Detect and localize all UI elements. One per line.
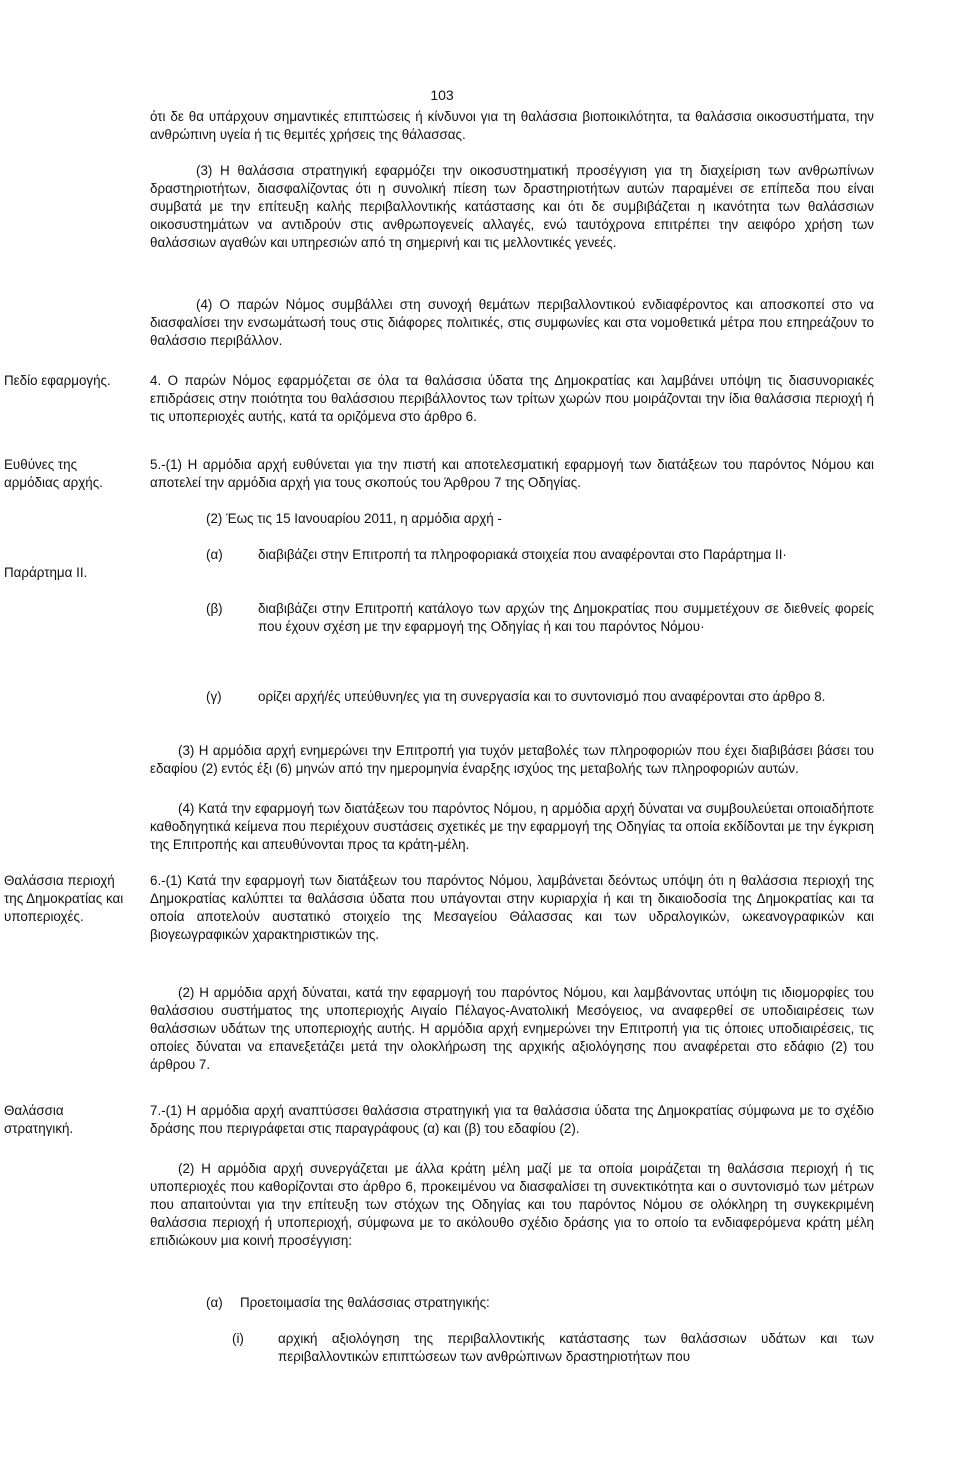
paragraph-5-3: (3) Η αρμόδια αρχή ενημερώνει την Επιτροπή για τυχόν μεταβολές των πληροφοριών που έχει διαβιβάσει βάσει του εδαφίου (2) εντός έξι (6) μηνών από την ημερομηνία έναρξης ισχύος της μεταβολής των πληροφοριών αυτών.	[150, 743, 874, 776]
margin-note-responsibilities: Ευθύνες της αρμόδιας αρχής.	[4, 457, 103, 490]
paragraph-3-3: (3) Η θαλάσσια στρατηγική εφαρμόζει την οικοσυστηματική προσέγγιση για τη διαχείριση των ανθρωπίνων δραστηριοτήτων, διασφαλίζοντας ότι η συνολική πίεση των δραστηριοτήτων αυτών παραμένει σε επίπεδα που είναι συμβατά με την επίτευξη καλής περιβαλλοντικής κατάστασης και ότι δε συμβιβάζεται η ικανότητα των θαλάσσιων οικοσυστημάτων να αντιδρούν στις ανθρωπογενείς αλλαγές, ενώ ταυτόχρονα επιτρέπει την αειφόρο χρήση των θαλάσσιων αγαθών και υπηρεσιών από τη σημερινή και τις μελλοντικές γενεές.	[150, 163, 874, 250]
paragraph-3-4: (4) Ο παρών Νόμος συμβάλλει στη συνοχή θεμάτων περιβαλλοντικού ενδιαφέροντος και αποσκοπεί στο να διασφαλίσει την ενσωμάτωσή τους στις διάφορες πολιτικές, στις συμφωνίες και στα νομοθετικά μέτρα που επηρεάζουν το θαλάσσιο περιβάλλον.	[150, 297, 874, 348]
list-item-label: (α)	[206, 1295, 223, 1310]
list-item-label: (γ)	[206, 689, 222, 704]
list-item-label: (β)	[206, 601, 223, 616]
margin-note-annex: Παράρτημα ΙΙ.	[4, 565, 88, 580]
paragraph-4: 4. Ο παρών Νόμος εφαρμόζεται σε όλα τα θαλάσσια ύδατα της Δημοκρατίας και λαμβάνει υπόψη τις διασυνοριακές επιδράσεις στην ποιότητα του θαλάσσιου περιβάλλοντος των τρίτων χωρών που μοιράζονται την ίδια θαλάσσια περιοχή ή τις υποπεριοχές αυτής, κατά τα οριζόμενα στο άρθρο 6.	[150, 373, 874, 424]
intro-continuation: ότι δε θα υπάρχουν σημαντικές επιπτώσεις ή κίνδυνοι για τη θαλάσσια βιοποικιλότητα, τα θαλάσσια οικοσυστήματα, την ανθρώπινη υγεία ή τις θεμιτές χρήσεις της θάλασσας.	[150, 109, 874, 142]
margin-note-marine-region: Θαλάσσια περιοχή της Δημοκρατίας και υποπεριοχές.	[4, 873, 124, 924]
paragraph-6-1: 6.-(1) Κατά την εφαρμογή των διατάξεων του παρόντος Νόμου, λαμβάνεται δεόντως υπόψη ότι η θαλάσσια περιοχή της Δημοκρατίας καλύπτει τα θαλάσσια ύδατα που υπάγονται στην κυριαρχία ή και τη δικαιοδοσία της Δημοκρατίας και τα οποία αποτελούν αυστατικό στοιχείο της Μεσαγείου Θάλασσας και των υδραλογικών, ωκεανογραφικών και βιογεωγραφικών χαρακτηριστικών της.	[150, 873, 874, 942]
paragraph-7-1: 7.-(1) Η αρμόδια αρχή αναπτύσσει θαλάσσια στρατηγική για τα θαλάσσια ύδατα της Δημοκρατίας σύμφωνα με το σχέδιο δράσης που περιγράφεται στις παραγράφους (α) και (β) του εδαφίου (2).	[150, 1103, 874, 1136]
paragraph-6-2: (2) Η αρμόδια αρχή δύναται, κατά την εφαρμογή του παρόντος Νόμου, και λαμβάνοντας υπόψη τις ιδιομορφίες του θαλάσσιου συστήματος της υποπεριοχής Αιγαίο Πέλαγος-Ανατολική Μεσόγειος, να αναφερθεί σε υποδιαιρέσεις των θαλάσσιων υδάτων της υποπεριοχής αυτής. Η αρμόδια αρχή ενημερώνει την Επιτροπή για τις όποιες υποδιαιρέσεις, τις οποίες δύναται να επανεξετάζει μετά την ολοκλήρωση της αρχικής αξιολόγησης που αναφέρεται στο εδάφιο (2) του άρθρου 7.	[150, 985, 874, 1072]
paragraph-5-2: (2) Έως τις 15 Ιανουαρίου 2011, η αρμόδια αρχή -	[206, 511, 502, 526]
sub-item-text: αρχική αξιολόγηση της περιβαλλοντικής κατάστασης των θαλάσσιων υδάτων και των περιβαλλοντικών επιπτώσεων των ανθρώπινων δραστηριοτήτων που	[278, 1331, 874, 1364]
list-item-preparation	[206, 1294, 874, 1312]
list-item-text: διαβιβάζει στην Επιτροπή τα πληροφοριακά στοιχεία που αναφέρονται στο Παράρτημα ΙΙ·	[258, 547, 787, 562]
list-item-label: (α)	[206, 547, 223, 562]
sub-item-label: (i)	[232, 1331, 244, 1346]
list-item-text: ορίζει αρχή/ές υπεύθυνη/ες για τη συνεργασία και το συντονισμό που αναφέρονται στο άρθρο 8.	[258, 689, 826, 704]
margin-note-marine-strategy: Θαλάσσια στρατηγική.	[4, 1103, 74, 1136]
paragraph-7-2: (2) Η αρμόδια αρχή συνεργάζεται με άλλα κράτη μέλη μαζί με τα οποία μοιράζεται τη θαλάσσια περιοχή ή τις υποπεριοχές που καθορίζονται στο άρθρο 6, προκειμένου να διασφαλίσει τη συνεκτικότητα και ο συντονισμό των μέτρων που απαιτούνται για την επίτευξη των στόχων της Οδηγίας και του παρόντος Νόμου σε ολόκληρη τη συγκεκριμένη θαλάσσια περιοχή ή υποπεριοχή, σύμφωνα με το ακόλουθο σχέδιο δράσης για το οποίο τα ενδιαφερόμενα κράτη μέλη επιδιώκουν μια κοινή προσέγγιση:	[150, 1161, 874, 1248]
paragraph-5-4: (4) Κατά την εφαρμογή των διατάξεων του παρόντος Νόμου, η αρμόδια αρχή δύναται να συμβουλεύεται οποιαδήποτε καθοδηγητικά κείμενα που περιέχουν συστάσεις σχετικές με την εφαρμογή της Οδηγίας τα οποία εκδίδονται με την έγκριση της Επιτροπής και απευθύνονται προς τα κράτη-μέλη.	[150, 801, 875, 852]
page-number: 103	[430, 87, 454, 103]
list-item-text: Προετοιμασία της θαλάσσιας στρατηγικής:	[240, 1295, 490, 1310]
list-item-text: διαβιβάζει στην Επιτροπή κατάλογο των αρχών της Δημοκρατίας που συμμετέχουν σε διεθνείς φορείς που έχουν σχέση με την εφαρμογή της Οδηγίας ή και του παρόντος Νόμου·	[258, 601, 874, 634]
margin-note-scope: Πεδίο εφαρμογής.	[4, 373, 111, 388]
paragraph-5-1: 5.-(1) Η αρμόδια αρχή ευθύνεται για την πιστή και αποτελεσματική εφαρμογή των διατάξεων του παρόντος Νόμου και αποτελεί την αρμόδια αρχή για τους σκοπούς του Άρθρου 7 της Οδηγίας.	[150, 457, 874, 490]
